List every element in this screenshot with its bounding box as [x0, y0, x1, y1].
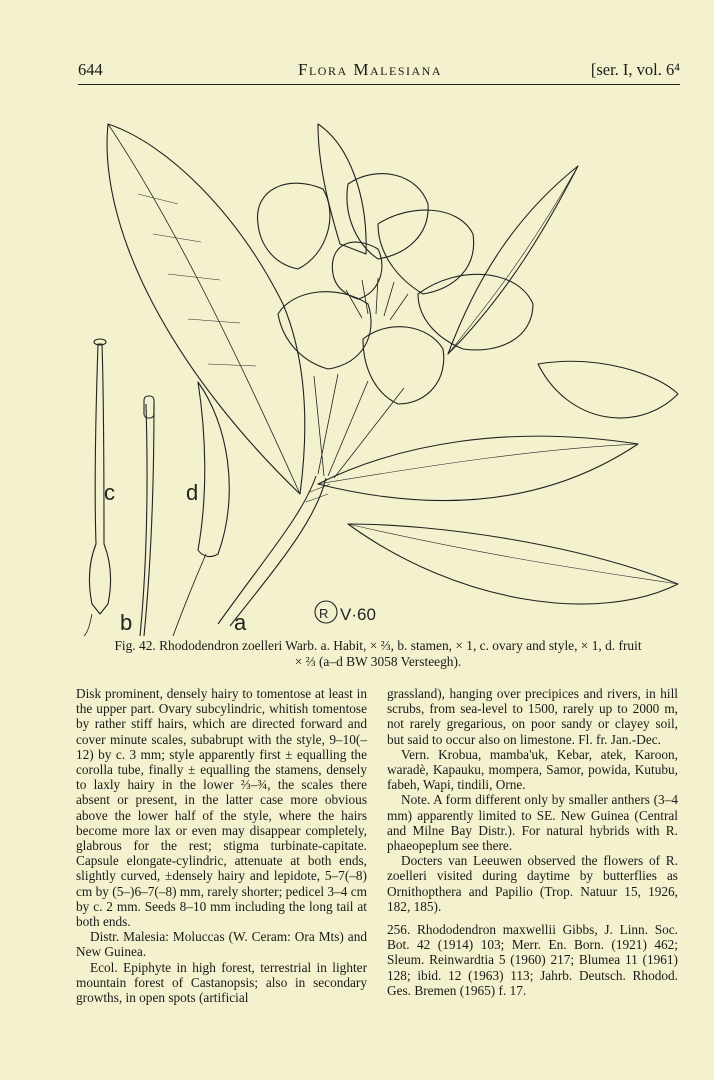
disk-description: Disk prominent, densely hairy to tomentose at least in the upper part. Ovary subcylindric, whitish tomentose by rather stiff hairs, which are directed forward and cover minute scales, subabrupt with the style, 9–10(–12) by c. 3 mm; style apparently first ± equalling the corolla tube, finally ± equalling the stamens, densely to laxly hairy in the lower ⅔–¾, the scales there absent or present, in the latter case more obvious above the lower half of the style, where the hairs become more lax or even may disappear completely, glabrous for the rest; stigma turbinate-capitate. Capsule elongate-cylindric, attenuate at both ends, slightly curved, ±densely hairy and lepidote, 5–7(–8) cm by (5–)6–7(–8) mm, rarely shorter; pedicel 3–4 cm by c. 2 mm. Seeds 8–10 mm including the long tail at both ends.	[76, 686, 367, 930]
observation-paragraph: Docters van Leeuwen observed the flowers of R. zoelleri visited during daytime by butterflies as Ornithopthera and Papilio (Trop. Natuur 15, 1926, 182, 185).	[387, 853, 678, 914]
petal-1	[258, 183, 330, 269]
label-c: c	[104, 480, 115, 505]
label-d: d	[186, 480, 199, 505]
botanical-illustration	[78, 104, 682, 636]
note-paragraph: Note. A form different only by smaller anthers (3–4 mm) apparently limited to SE. New Guinea (Central and Milne Bay Distr.). For natural hybrids with R. phaeopeplum see there.	[387, 792, 678, 854]
header-rule	[78, 84, 680, 85]
figure-caption	[78, 638, 678, 670]
caption-line-2: × ⅔ (a–d BW 3058 Versteegh).	[294, 654, 462, 669]
ecology-continued: grassland), hanging over precipices and rivers, in hill scrubs, from sea-level to 1500, rarely up to 2000 m, not rarely gregarious, on poor sandy or clayey soil, but said to occur also on limestone. Fl. fr. Jan.-Dec.	[387, 686, 678, 747]
ecology-paragraph: Ecol. Epiphyte in high forest, terrestrial in lighter mountain forest of Castanopsis; also in secondary growths, in open spots (artificial	[76, 959, 367, 1006]
vernacular-names: Vern. Krobua, mamba'uk, Kebar, atek, Karoon, waradè, Kapauku, mompera, Samor, powida, Kutubu, fabeh, Wapi, tindili, Orne.	[387, 746, 678, 793]
leaf-right	[538, 361, 678, 418]
stamen	[140, 404, 154, 636]
petal-6	[363, 327, 444, 404]
series-reference: [ser. I, vol. 6⁴	[590, 60, 680, 79]
page-header	[78, 60, 680, 84]
petal-2	[347, 174, 428, 259]
signature-year: V·60	[340, 605, 376, 624]
label-a: a	[234, 610, 247, 635]
svg-text:R: R	[319, 606, 329, 621]
stem	[218, 476, 329, 626]
distribution-paragraph: Distr. Malesia: Moluccas (W. Ceram: Ora Mts) and New Guinea.	[76, 929, 367, 960]
leaf-upper-right	[448, 166, 578, 354]
right-column	[387, 686, 678, 998]
leaf-bottom	[348, 524, 678, 604]
running-title: Flora Malesiana	[298, 60, 442, 79]
leaf-lower-right	[318, 436, 638, 500]
caption-line-1: Fig. 42. Rhododendron zoelleri Warb. a. Habit, × ⅔, b. stamen, × 1, c. ovary and style, × 1, d. fruit	[114, 638, 642, 653]
fruit	[198, 382, 229, 557]
leaf-upper-center	[318, 124, 366, 254]
species-heading: 256. Rhododendron maxwellii Gibbs, J. Linn. Soc. Bot. 42 (1914) 103; Merr. En. Born. (1921) 462; Sleum. Reinwardtia 5 (1960) 217; Blumea 11 (1961) 128; ibid. 12 (1963) 113; Jahrb. Deutsch. Rhodod. Ges. Bremen (1965) f. 17.	[387, 922, 678, 998]
left-column	[76, 686, 367, 1005]
petal-4	[418, 274, 533, 350]
ovary-style	[89, 344, 110, 614]
page-number: 644	[78, 60, 103, 79]
label-b: b	[120, 610, 133, 635]
illustrator-signature	[315, 601, 376, 624]
